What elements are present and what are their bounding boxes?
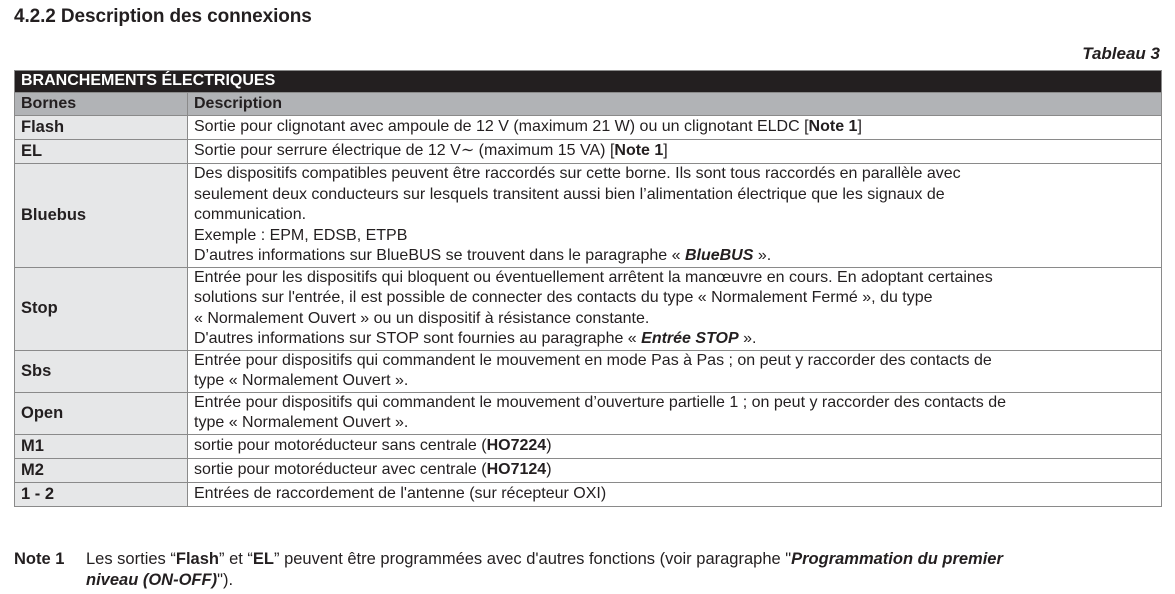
description-line [194,141,1155,162]
description-text: Sortie pour serrure électrique de 12 V∼ (maximum 15 VA) [ [194,142,615,160]
emphasis-text: HO7224 [486,436,547,454]
table-caption: Tableau 3 [1082,44,1160,63]
footnote-text [86,549,1164,591]
description-line [194,205,1155,226]
description-text: D'autres informations sur STOP sont fournies au paragraphe « [194,330,642,347]
description-line [194,413,1155,434]
footnote-term-el: EL [252,550,274,568]
description-text: Entrée pour dispositifs qui commandent le mouvement en mode Pas à Pas ; on peut y raccorder des contacts de [194,351,992,369]
paragraph-reference: BlueBUS [684,247,754,264]
description-line [194,164,1155,185]
description-line [194,246,1155,267]
paragraph-reference: Entrée STOP [641,330,739,347]
column-header-terminals: Bornes [15,93,188,116]
table-row [15,164,1162,268]
emphasis-text: Note 1 [614,142,664,160]
footnote-line [86,570,1164,591]
description-text: sortie pour motoréducteur sans centrale ( [194,436,487,454]
description-text: type « Normalement Ouvert ». [194,372,409,389]
description-line [194,329,1155,350]
table-row [15,482,1162,506]
table-row [15,458,1162,482]
description-text: type « Normalement Ouvert ». [194,414,409,431]
footnote [14,549,1164,591]
description-text: Des dispositifs compatibles peuvent être raccordés sur cette borne. Ils sont tous raccordés en parallèle avec [194,165,961,182]
table-header-row [15,93,1162,116]
table-row [15,116,1162,140]
description-text: ) [546,436,552,454]
terminal-cell: Bluebus [15,164,188,268]
table-title: BRANCHEMENTS ÉLECTRIQUES [15,71,1162,93]
description-line [194,185,1155,206]
description-line [194,268,1155,289]
description-line [194,393,1155,414]
description-line [194,309,1155,330]
description-line [194,460,1155,481]
terminal-cell: M1 [15,434,188,458]
description-line [194,436,1155,457]
description-text: « Normalement Ouvert » ou un dispositif à résistance constante. [194,309,650,327]
table-row [15,392,1162,434]
table-row [15,140,1162,164]
description-text: Entrées de raccordement de l'antenne (sur récepteur OXI) [194,484,607,502]
footnote-reference-cont: niveau (ON-OFF) [86,571,218,589]
description-cell [188,140,1162,164]
terminal-cell: 1 - 2 [15,482,188,506]
description-text: communication. [194,206,307,223]
description-text: Entrée pour les dispositifs qui bloquent ou éventuellement arrêtent la manœuvre en cours. En adoptant certaines [194,268,993,286]
terminal-cell: M2 [15,458,188,482]
description-cell [188,392,1162,434]
terminal-cell: Flash [15,116,188,140]
description-text: ] [663,142,668,160]
description-cell [188,267,1162,350]
description-text: ] [857,118,862,136]
connections-table [14,70,1162,507]
description-cell [188,434,1162,458]
table-title-row [15,71,1162,93]
description-text: solutions sur l'entrée, il est possible de connecter des contacts du type « Normalement Fermé », du type [194,289,933,306]
emphasis-text: Note 1 [808,118,858,136]
description-text: ) [546,460,552,478]
description-line [194,117,1155,138]
description-cell [188,116,1162,140]
terminal-cell: EL [15,140,188,164]
description-text: Entrée pour dispositifs qui commandent le mouvement d’ouverture partielle 1 ; on peut y raccorder des contacts de [194,393,1006,411]
description-text: ». [738,330,757,347]
description-line [194,226,1155,247]
terminal-cell: Stop [15,267,188,350]
description-line [194,288,1155,309]
table-body [15,116,1162,507]
column-header-description: Description [188,93,1162,116]
description-text: Sortie pour clignotant avec ampoule de 12 V (maximum 21 W) ou un clignotant ELDC [ [194,118,809,136]
footnote-reference: Programmation du premier [791,550,1003,568]
terminal-cell: Sbs [15,350,188,392]
emphasis-text: HO7124 [486,460,547,478]
description-cell [188,458,1162,482]
table-row [15,434,1162,458]
table-row [15,267,1162,350]
description-cell [188,482,1162,506]
table-row [15,350,1162,392]
section-title: 4.2.2 Description des connexions [14,6,312,27]
footnote-fragment: ” et “ [218,550,253,568]
description-text: Exemple : EPM, EDSB, ETPB [194,226,408,244]
description-text: sortie pour motoréducteur avec centrale ( [194,460,487,478]
description-line [194,484,1155,505]
footnote-fragment: "). [217,571,234,589]
description-text: D’autres informations sur BlueBUS se trouvent dans le paragraphe « [194,247,685,264]
description-cell [188,164,1162,268]
footnote-term-flash: Flash [175,550,219,568]
description-line [194,351,1155,372]
description-text: ». [753,247,772,264]
description-cell [188,350,1162,392]
description-line [194,371,1155,392]
footnote-line [86,549,1164,570]
footnote-fragment: Les sorties “ [86,550,176,568]
description-text: seulement deux conducteurs sur lesquels transitent aussi bien l’alimentation électrique que les signaux de [194,185,945,203]
footnote-label: Note 1 [14,550,65,568]
footnote-fragment: ” peuvent être programmées avec d'autres fonctions (voir paragraphe " [274,550,792,568]
terminal-cell: Open [15,392,188,434]
